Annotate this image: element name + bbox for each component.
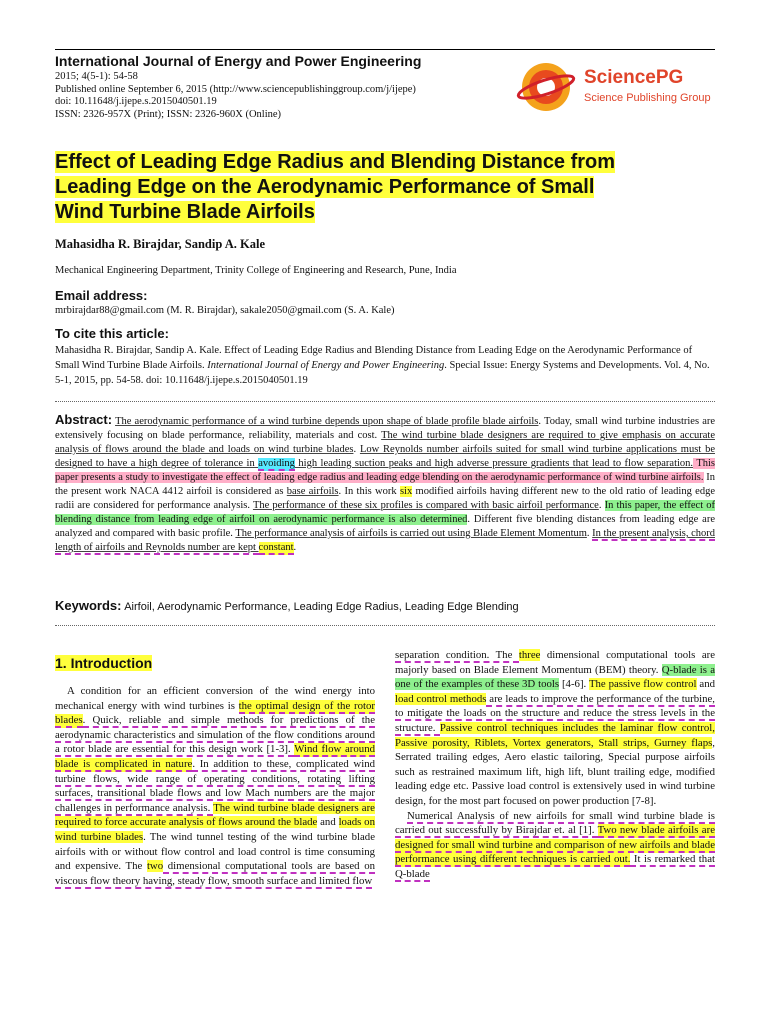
abstract-text: modified airfoils having different new to the old ratio of leading edge radii are considered for performance analysis. xyxy=(55,486,715,511)
header-rule xyxy=(55,49,715,50)
abstract-text: . xyxy=(598,500,605,511)
abstract-sentence: Low Reynolds number airfoils suited for small wind turbine applications must be designed to have a high degree of tolerance in xyxy=(55,444,715,469)
keywords-rule xyxy=(55,625,715,626)
intro-text: . Quick, reliable and simple methods for predictions of the aerodynamic characteristics and simulation of the flow conditions around a rotor blade are essential for this design work [1-3]. xyxy=(55,714,375,756)
cite-part-1: Mahasidha R. Birajdar, Sandip A. Kale. Effect of Leading Edge Radius and Blending Distance from Leading Edge on the Aerodynamic Performance of Small Wind Turbine Blade Airfoils. xyxy=(55,345,693,371)
intro-paragraph xyxy=(395,648,715,809)
abstract-sentence: The aerodynamic performance of a wind turbine depends upon shape of blade profile blade airfoils xyxy=(115,416,539,427)
intro-text: dimensional computational tools are based on viscous flow theory having, steady flow, smooth surface and limited flow xyxy=(55,860,375,887)
abstract-highlight: In this paper, the effect of blending distance from leading edge of airfoil on aerodynamic performance is also determined xyxy=(55,500,715,525)
abstract-sentence: The wind turbine blade designers are required to give emphasis on accurate analysis of flows around the blade and loads on wind turbine blades xyxy=(55,430,715,455)
cite-journal: International Journal of Energy and Power Engineering xyxy=(207,360,445,371)
intro-highlight: The wind turbine blade designers are required to force accurate analysis of flows around the blade xyxy=(55,801,375,829)
abstract-text: . xyxy=(293,542,297,553)
abstract-rule xyxy=(55,401,715,402)
intro-text: are leads to improve the performance of the turbine, to mitigate the loads on the structure and reduce the stress levels in the structure. xyxy=(395,692,715,734)
section-heading-text: 1. Introduction xyxy=(55,655,153,671)
abstract-highlight: constant xyxy=(258,542,294,553)
published-line: Published online September 6, 2015 (http://www.sciencepublishinggroup.com/j/ijepe) xyxy=(55,83,416,95)
abstract-highlight: six xyxy=(399,486,413,497)
intro-highlight: Two new blade airfoils are designed for small wind turbine and comparison of new airfoils and blade performance using different techniques is carried out. xyxy=(395,824,715,866)
intro-highlight: loads on wind turbine blades xyxy=(55,816,375,843)
intro-text: and xyxy=(696,678,715,691)
abstract-label: Abstract: xyxy=(55,412,113,427)
intro-paragraph xyxy=(395,809,715,882)
intro-text: A condition for an efficient conversion of the wind energy into mechanical energy with wind turbines is xyxy=(55,685,375,712)
intro-highlight: two xyxy=(146,860,164,873)
intro-text: [4-6]. xyxy=(559,678,589,691)
intro-highlight: three xyxy=(518,649,541,661)
sciencepg-logo-icon xyxy=(516,60,576,115)
abstract-highlight: avoiding xyxy=(258,458,295,469)
keywords-text: Airfoil, Aerodynamic Performance, Leading Edge Radius, Leading Edge Blending xyxy=(124,601,519,613)
intro-highlight: the optimal design of the rotor blades xyxy=(55,699,375,727)
keywords xyxy=(55,598,715,613)
intro-text: separation condition. The xyxy=(395,649,519,661)
intro-text: , Serrated trailing edges, Aero elastic tailoring, Special purpose airfoils such as restrained maximum lift, high lift, blunt trailing edge, modified leading edge etc. Passive load control is extensively used in wind turbine design, for the most part focused on power production [7-8]. xyxy=(395,736,715,807)
intro-column-right xyxy=(395,648,715,882)
intro-highlight: Passive control techniques includes the laminar flow control, Passive porosity, Riblets, Vortex generators, Stall strips, Gurney flaps xyxy=(395,721,716,749)
journal-name: International Journal of Energy and Power Engineering xyxy=(55,53,422,69)
logo-subtitle: Science Publishing Group xyxy=(584,92,711,104)
intro-highlight: The passive flow control xyxy=(588,678,697,691)
keywords-label: Keywords: xyxy=(55,598,122,613)
intro-highlight: Wind flow around blade is complicated in nature xyxy=(55,743,375,770)
affiliation: Mechanical Engineering Department, Trinity College of Engineering and Research, Pune, India xyxy=(55,265,457,276)
sciencepg-logo xyxy=(516,60,716,115)
abstract-sentence: The performance of these six profiles is compared with basic airfoil performance xyxy=(252,500,599,511)
title-line-1: Effect of Leading Edge Radius and Blending Distance from xyxy=(55,151,616,173)
intro-text: dimensional computational tools are majorly based on Blade Element Momentum (BEM) theory. xyxy=(395,649,715,676)
abstract-sentence: base airfoils xyxy=(286,486,339,497)
abstract-text: . xyxy=(353,444,360,455)
email-text: mrbirajdar88@gmail.com (M. R. Birajdar), sakale2050@gmail.com (S. A. Kale) xyxy=(55,305,395,316)
cite-part-2: . Special Issue: Energy Systems and Developments. Vol. 4, No. 5-1, 2015, pp. 54-58. doi: 10.11648/j.ijepe.s.2015040501.19 xyxy=(55,360,710,386)
title-line-3: Wind Turbine Blade Airfoils xyxy=(55,201,315,223)
intro-highlight: load control methods xyxy=(395,692,487,705)
section-heading xyxy=(55,655,152,671)
cite-text xyxy=(55,343,715,388)
issn-line: ISSN: 2326-957X (Print); ISSN: 2326-960X (Online) xyxy=(55,108,282,120)
abstract-highlight: This paper presents a study to investigate the effect of leading edge radius and leading edge blending on the aerodynamic performance of wind turbine airfoils. xyxy=(55,458,715,483)
intro-text: and xyxy=(317,816,339,829)
authors: Mahasidha R. Birajdar, Sandip A. Kale xyxy=(55,237,266,251)
logo-name: SciencePG xyxy=(584,67,684,88)
doi-line: doi: 10.11648/j.ijepe.s.2015040501.19 xyxy=(55,96,217,107)
intro-text: Numerical Analysis of new airfoils for small wind turbine blade is carried out successfully by Birajdar et. al [1]. xyxy=(395,809,715,837)
intro-text: . The wind tunnel testing of the wind turbine blade airfoils with or without flow control and load control is time consuming and expensive. The xyxy=(55,830,375,873)
email-heading: Email address: xyxy=(55,288,148,303)
abstract-text: . In this work xyxy=(338,486,400,497)
intro-highlight: Q-blade is a one of the examples of these 3D tools xyxy=(395,663,715,691)
abstract-text: In the present work NACA 4412 airfoil is considered as xyxy=(55,472,715,497)
article-title xyxy=(55,150,720,225)
abstract xyxy=(55,413,715,555)
abstract-sentence: The performance analysis of airfoils is carried out using Blade Element Momentum xyxy=(235,528,587,539)
abstract-sentence: high leading suction peaks and high adverse pressure gradients that lead to flow separation. xyxy=(294,458,694,469)
intro-column-left xyxy=(55,684,375,888)
abstract-sentence: In the present analysis, chord length of airfoils and Reynolds number are kept xyxy=(55,528,715,553)
issue-line: 2015; 4(5-1): 54-58 xyxy=(55,71,138,82)
cite-heading: To cite this article: xyxy=(55,326,169,341)
intro-text: . In addition to these, complicated wind turbine flows, wide range of operating conditions, rotating lifting surfaces, transitional blade flows and low Mach numbers are the major challenges in performance analysis. xyxy=(55,757,375,814)
title-line-2: Leading Edge on the Aerodynamic Performance of Small xyxy=(55,176,595,198)
abstract-text: . Today, small wind turbine industries are extensively focusing on blade performance, reliability, materials and cost. xyxy=(55,416,716,441)
abstract-text: . xyxy=(586,528,593,539)
abstract-text: . Different five blending distances from leading edge are analyzed and compared with basic profile. xyxy=(55,514,715,539)
intro-text: It is remarked that Q-blade xyxy=(395,853,715,880)
